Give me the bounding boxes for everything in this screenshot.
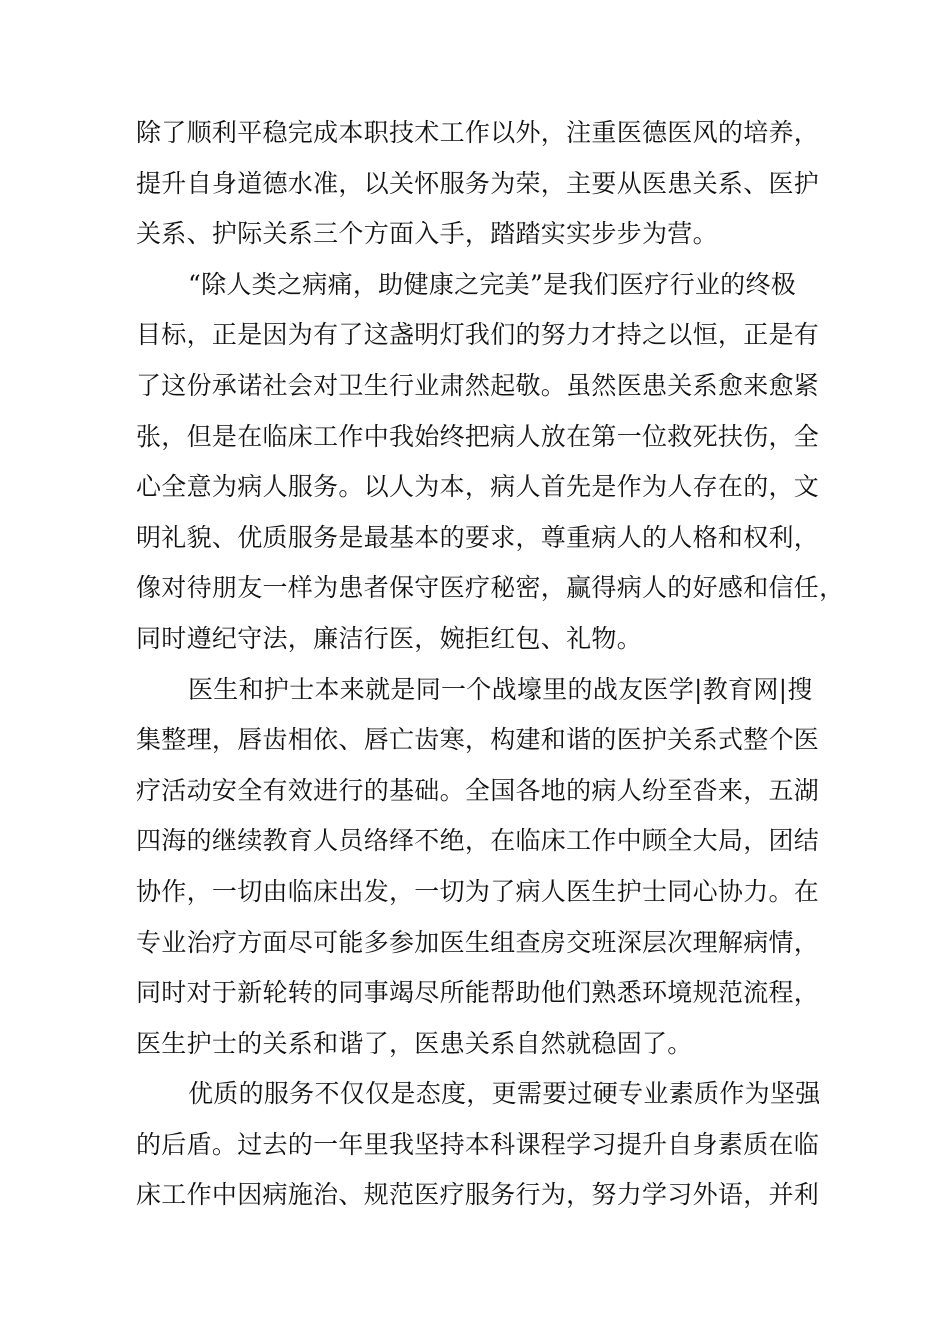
text-line: 专业治疗方面尽可能多参加医生组查房交班深层次理解病情， xyxy=(136,927,820,957)
text-line: 关系、护际关系三个方面入手，踏踏实实步步为营。 xyxy=(136,219,718,249)
text-line: 了这份承诺社会对卫生行业肃然起敬。虽然医患关系愈来愈紧 xyxy=(136,370,820,400)
text-line: 张，但是在临床工作中我始终把病人放在第一位救死扶伤，全 xyxy=(136,421,820,451)
text-line: 除了顺利平稳完成本职技术工作以外，注重医德医风的培养， xyxy=(136,118,820,147)
text-line: 明礼貌、优质服务是最基本的要求，尊重病人的人格和权利， xyxy=(136,522,820,552)
text-line: 同时对于新轮转的同事竭尽所能帮助他们熟悉环境规范流程， xyxy=(136,978,820,1008)
text-line: 目标，正是因为有了这盏明灯我们的努力才持之以恒，正是有 xyxy=(136,320,820,350)
text-line: 床工作中因病施治、规范医疗服务行为，努力学习外语，并利 xyxy=(136,1180,820,1210)
paragraph-start-line: 优质的服务不仅仅是态度，更需要过硬专业素质作为坚强 xyxy=(188,1079,821,1109)
text-line: 心全意为病人服务。以人为本，病人首先是作为人存在的，文 xyxy=(136,472,820,502)
text-line: 的后盾。过去的一年里我坚持本科课程学习提升自身素质在临 xyxy=(136,1129,820,1159)
document-body xyxy=(136,108,845,1221)
text-line: 提升自身道德水准，以关怀服务为荣，主要从医患关系、医护 xyxy=(136,168,820,198)
text-line: 协作，一切由临床出发，一切为了病人医生护士同心协力。在 xyxy=(136,876,820,906)
text-line: 集整理，唇齿相依、唇亡齿寒，构建和谐的医护关系式整个医 xyxy=(136,725,820,755)
text-line: 四海的继续教育人员络绎不绝，在临床工作中顾全大局，团结 xyxy=(136,826,820,856)
text-line: 医生护士的关系和谐了，医患关系自然就稳固了。 xyxy=(136,1028,693,1058)
text-line: 疗活动安全有效进行的基础。全国各地的病人纷至沓来，五湖 xyxy=(136,775,820,805)
paragraph-start-line: 医生和护士本来就是同一个战壕里的战友医学|教育网|搜 xyxy=(188,674,813,704)
text-line: 同时遵纪守法，廉洁行医，婉拒红包、礼物。 xyxy=(136,623,643,653)
text-line: 像对待朋友一样为患者保守医疗秘密，赢得病人的好感和信任， xyxy=(136,573,845,603)
paragraph-start-line: “除人类之病痛，助健康之完美”是我们医疗行业的终极 xyxy=(188,269,797,299)
